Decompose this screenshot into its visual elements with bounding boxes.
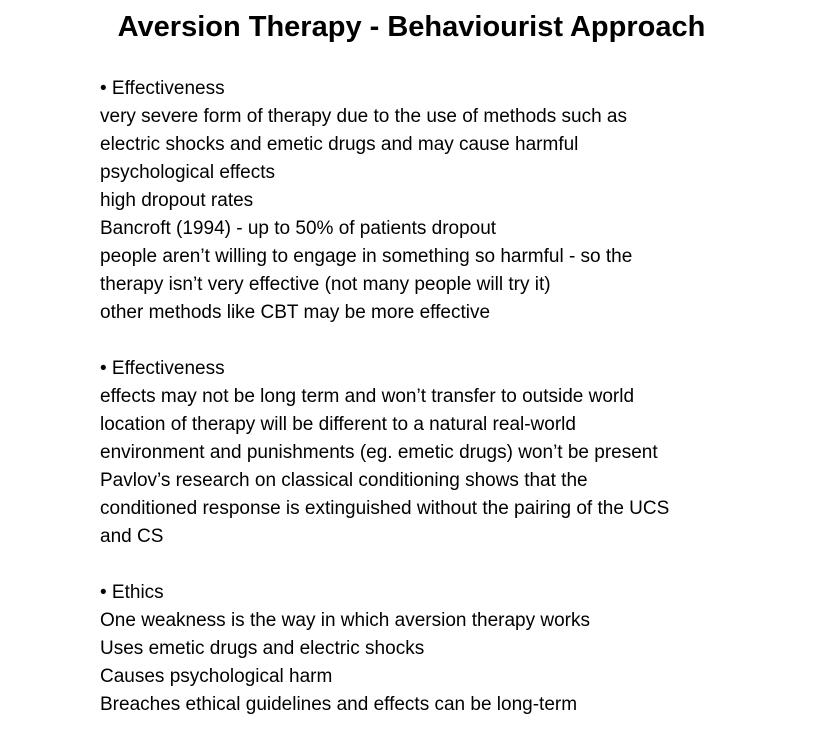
section (100, 355, 800, 551)
section-heading: • Ethics (100, 582, 164, 603)
document-body (100, 75, 800, 747)
body-line: Uses emetic drugs and electric shocks (100, 638, 425, 659)
body-line: effects may not be long term and won’t transfer to outside world (100, 386, 635, 407)
body-line: psychological effects (100, 162, 275, 183)
section-heading: • Effectiveness (100, 358, 225, 379)
body-line: people aren’t willing to engage in something so harmful - so the (100, 246, 633, 267)
section (100, 75, 800, 327)
body-line: electric shocks and emetic drugs and may cause harmful (100, 134, 579, 155)
section (100, 579, 800, 719)
body-line: Causes psychological harm (100, 666, 333, 687)
body-line: One weakness is the way in which aversion therapy works (100, 610, 591, 631)
page-title: Aversion Therapy - Behaviourist Approach (117, 11, 706, 43)
body-line: environment and punishments (eg. emetic drugs) won’t be present (100, 442, 658, 463)
body-line: very severe form of therapy due to the use of methods such as (100, 106, 627, 127)
body-line: location of therapy will be different to a natural real-world (100, 414, 576, 435)
body-line: other methods like CBT may be more effective (100, 302, 491, 323)
body-line: high dropout rates (100, 190, 254, 211)
body-line: Pavlov’s research on classical conditioning shows that the (100, 470, 588, 491)
section-heading: • Effectiveness (100, 78, 225, 99)
body-line: Bancroft (1994) - up to 50% of patients dropout (100, 218, 497, 239)
body-line: therapy isn’t very effective (not many people will try it) (100, 274, 551, 295)
body-line: conditioned response is extinguished without the pairing of the UCS (100, 498, 670, 519)
body-line: Breaches ethical guidelines and effects can be long-term (100, 694, 578, 715)
body-line: and CS (100, 526, 164, 547)
